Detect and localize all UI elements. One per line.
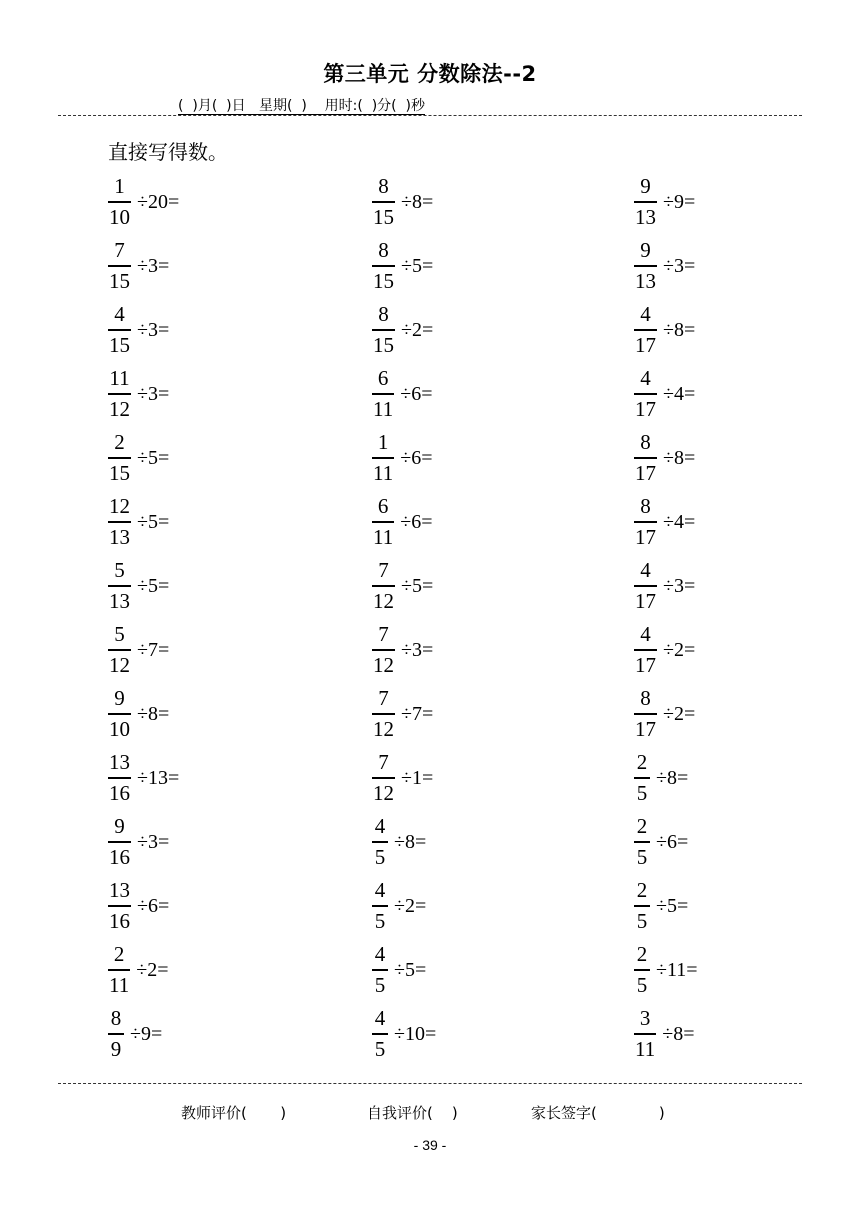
problem [372,493,433,551]
numerator: 4 [114,302,125,327]
problem [634,365,695,423]
division-expression: ÷6= [137,894,170,917]
denominator: 12 [373,588,394,613]
denominator: 16 [109,908,130,933]
numerator: 11 [109,366,130,391]
numerator: 8 [378,174,389,199]
division-expression: ÷9= [663,190,696,213]
fraction [634,816,650,867]
division-expression: ÷5= [137,510,170,533]
problem [634,685,695,743]
problem [108,813,169,871]
division-expression: ÷6= [400,446,433,469]
numerator: 5 [114,558,125,583]
problem [372,941,426,999]
problem [372,1005,436,1063]
page-number: - 39 - [413,1137,447,1153]
numerator: 7 [378,622,389,647]
division-expression: ÷5= [656,894,689,917]
fraction [372,432,394,483]
denominator: 12 [373,652,394,677]
problem [634,813,688,871]
division-expression: ÷13= [137,766,180,789]
division-expression: ÷6= [656,830,689,853]
division-expression: ÷2= [663,638,696,661]
fraction [634,944,650,995]
numerator: 9 [114,686,125,711]
numerator: 4 [374,878,386,903]
problem [372,429,433,487]
fraction [372,560,395,611]
numerator: 1 [377,430,389,455]
problem [108,941,169,999]
fraction [108,752,131,803]
problem [634,941,698,999]
division-expression: ÷3= [137,382,170,405]
fraction [634,432,657,483]
division-expression: ÷8= [401,190,434,213]
numerator: 9 [640,238,651,263]
problem [108,173,179,231]
numerator: 7 [378,558,389,583]
denominator: 15 [109,332,130,357]
numerator: 4 [640,622,651,647]
denominator: 17 [635,332,656,357]
fraction [108,688,131,739]
problem [634,621,695,679]
problem [372,301,433,359]
fraction [372,1008,388,1059]
denominator: 12 [373,780,394,805]
denominator: 12 [109,396,130,421]
teacher-evaluation: 教师评价( ) [181,1104,287,1122]
denominator: 11 [635,1036,656,1061]
denominator: 17 [635,524,656,549]
numerator: 2 [113,942,125,967]
denominator: 17 [635,460,656,485]
numerator: 4 [640,366,651,391]
denominator: 12 [109,652,130,677]
fraction [372,368,394,419]
division-expression: ÷3= [401,638,434,661]
division-expression: ÷8= [394,830,427,853]
denominator: 11 [373,524,394,549]
division-expression: ÷2= [394,894,427,917]
numerator: 13 [109,878,130,903]
problem [108,237,169,295]
denominator: 5 [374,908,386,933]
fraction [372,496,394,547]
denominator: 13 [635,204,656,229]
instruction-text: 直接写得数。 [108,140,228,164]
problem [108,301,169,359]
date-time-fill-in: ( )月( )日 星期( ) 用时:( )分( )秒 [178,98,425,114]
numerator: 6 [377,366,389,391]
denominator: 11 [109,972,130,997]
problem [108,685,169,743]
fraction [372,304,395,355]
fraction [634,688,657,739]
fraction [108,240,131,291]
division-expression: ÷5= [401,574,434,597]
denominator: 5 [636,972,648,997]
fraction [108,1008,124,1059]
problem [108,429,169,487]
fraction [372,240,395,291]
denominator: 5 [374,844,386,869]
fraction [108,560,131,611]
denominator: 15 [109,268,130,293]
denominator: 5 [374,972,386,997]
fraction [372,752,395,803]
denominator: 5 [374,1036,386,1061]
division-expression: ÷10= [394,1022,437,1045]
footer-divider [58,1083,802,1084]
numerator: 12 [109,494,130,519]
problem [372,365,433,423]
denominator: 13 [109,588,130,613]
problem [108,365,169,423]
problem [634,493,695,551]
denominator: 17 [635,396,656,421]
numerator: 6 [377,494,389,519]
denominator: 15 [373,332,394,357]
numerator: 3 [639,1006,651,1031]
fraction [372,816,388,867]
fraction [634,304,657,355]
division-expression: ÷5= [394,958,427,981]
division-expression: ÷6= [400,382,433,405]
division-expression: ÷4= [663,510,696,533]
division-expression: ÷2= [401,318,434,341]
division-expression: ÷5= [137,446,170,469]
page-title: 第三单元 分数除法--2 [323,62,537,86]
division-expression: ÷8= [663,318,696,341]
problem [634,301,695,359]
division-expression: ÷5= [401,254,434,277]
fraction [108,496,131,547]
problem [634,557,695,615]
fraction [634,368,657,419]
denominator: 16 [109,844,130,869]
fraction [108,304,131,355]
problem [372,685,433,743]
problem [372,557,433,615]
division-expression: ÷3= [137,318,170,341]
numerator: 8 [640,494,651,519]
fraction [634,240,657,291]
division-expression: ÷2= [136,958,169,981]
fraction [634,880,650,931]
problem [372,237,433,295]
division-expression: ÷3= [137,254,170,277]
division-expression: ÷3= [137,830,170,853]
numerator: 5 [114,622,125,647]
fraction [634,1008,656,1059]
numerator: 4 [640,302,651,327]
denominator: 5 [636,844,648,869]
problem [108,1005,162,1063]
problem [634,429,695,487]
fraction [634,176,657,227]
denominator: 17 [635,652,656,677]
problem [634,173,695,231]
division-expression: ÷8= [656,766,689,789]
numerator: 2 [636,750,648,775]
problem [372,621,433,679]
division-expression: ÷3= [663,574,696,597]
division-expression: ÷1= [401,766,434,789]
numerator: 4 [374,814,386,839]
denominator: 15 [109,460,130,485]
numerator: 2 [636,878,648,903]
denominator: 12 [373,716,394,741]
numerator: 8 [640,686,651,711]
problem [108,557,169,615]
fraction [108,944,130,995]
fraction [634,560,657,611]
problem [634,1005,695,1063]
fraction [108,880,131,931]
fraction [372,176,395,227]
division-expression: ÷7= [401,702,434,725]
numerator: 8 [110,1006,122,1031]
numerator: 8 [378,238,389,263]
denominator: 11 [373,460,394,485]
fraction [108,624,131,675]
problem [108,877,169,935]
numerator: 8 [640,430,651,455]
denominator: 10 [109,716,130,741]
numerator: 1 [114,174,125,199]
division-expression: ÷8= [662,1022,695,1045]
numerator: 4 [374,942,386,967]
numerator: 7 [114,238,125,263]
numerator: 4 [640,558,651,583]
fraction [372,944,388,995]
problem [108,749,179,807]
division-expression: ÷11= [656,958,698,981]
fraction [108,816,131,867]
division-expression: ÷3= [663,254,696,277]
denominator: 15 [373,204,394,229]
fraction [634,624,657,675]
denominator: 5 [636,908,648,933]
division-expression: ÷7= [137,638,170,661]
denominator: 10 [109,204,130,229]
denominator: 15 [373,268,394,293]
division-expression: ÷9= [130,1022,163,1045]
numerator: 7 [378,750,389,775]
problem [634,237,695,295]
numerator: 13 [109,750,130,775]
numerator: 2 [114,430,125,455]
self-evaluation: 自我评价( ) [367,1104,458,1122]
problem [108,621,169,679]
numerator: 9 [640,174,651,199]
division-expression: ÷8= [137,702,170,725]
denominator: 17 [635,588,656,613]
problem [372,877,426,935]
division-expression: ÷6= [400,510,433,533]
fraction [372,688,395,739]
division-expression: ÷5= [137,574,170,597]
numerator: 7 [378,686,389,711]
denominator: 17 [635,716,656,741]
fraction [634,752,650,803]
problem [634,749,688,807]
denominator: 11 [373,396,394,421]
denominator: 16 [109,780,130,805]
numerator: 4 [374,1006,386,1031]
problem [108,493,169,551]
division-expression: ÷4= [663,382,696,405]
fraction [108,176,131,227]
numerator: 2 [636,942,648,967]
denominator: 5 [636,780,648,805]
numerator: 2 [636,814,648,839]
problem [372,173,433,231]
fraction [108,432,131,483]
problem [372,749,433,807]
division-expression: ÷2= [663,702,696,725]
denominator: 9 [110,1036,122,1061]
fraction [634,496,657,547]
fraction [108,368,131,419]
parent-signature: 家长签字( ) [531,1104,665,1122]
problem [634,877,688,935]
denominator: 13 [109,524,130,549]
fraction [372,880,388,931]
division-expression: ÷8= [663,446,696,469]
numerator: 8 [378,302,389,327]
denominator: 13 [635,268,656,293]
division-expression: ÷20= [137,190,180,213]
problem [372,813,426,871]
fraction [372,624,395,675]
numerator: 9 [114,814,125,839]
